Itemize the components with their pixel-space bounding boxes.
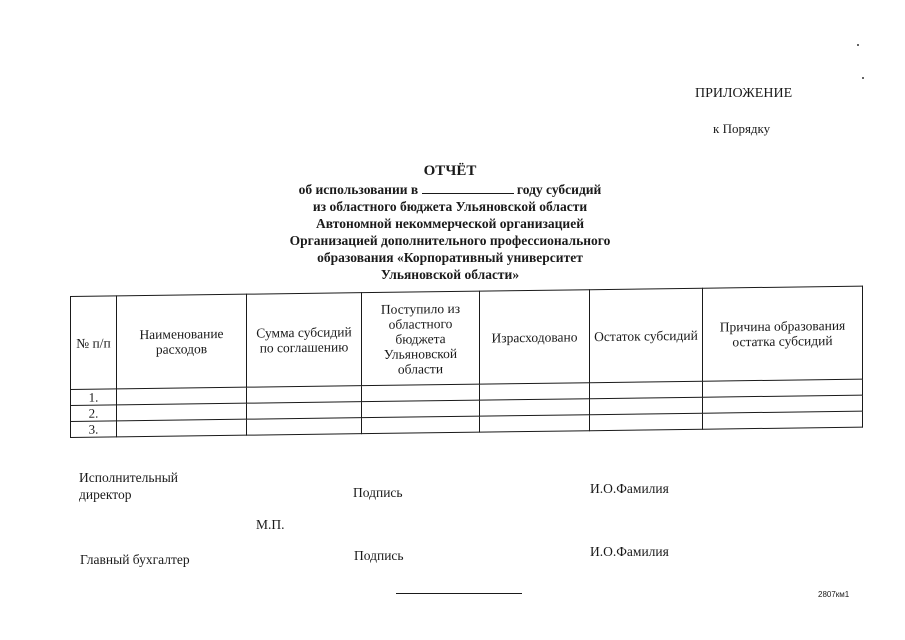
accountant-name-label: И.О.Фамилия [590,544,669,559]
table-cell [590,381,703,398]
appendix-label: ПРИЛОЖЕНИЕ [695,86,793,101]
director-name-label: И.О.Фамилия [590,481,669,496]
table-cell-number: 2. [71,405,117,422]
table-cell-number: 1. [71,389,117,406]
title-line-5: образования «Корпоративный университет [317,250,583,265]
title-line-3: Автономной некоммерческой организацией [316,216,584,231]
table-header-row [71,286,863,389]
table-cell [590,397,703,414]
column-header-received: Поступило из областного бюджета Ульяновской области [362,291,480,386]
table-cell-number: 3. [71,421,117,438]
accountant-signature-label: Подпись [354,548,404,563]
table-cell [117,403,247,421]
table-cell [117,387,247,405]
column-header-spent: Израсходовано [480,290,590,384]
table-cell [362,416,480,434]
title-line-1-before: об использовании в [298,182,419,197]
bottom-divider-line [396,593,522,594]
title-line-1 [230,181,670,198]
scan-speck [862,77,864,79]
table-cell [703,411,863,429]
table-cell [590,413,703,430]
column-header-remainder-reason: Причина образования остатка субсидий [703,286,863,381]
column-header-remainder: Остаток субсидий [590,288,703,382]
document-code: 2807км1 [818,590,850,599]
director-signature-label: Подпись [353,485,403,500]
table-cell [480,399,590,416]
accountant-title: Главный бухгалтер [80,552,190,567]
stamp-label: М.П. [256,517,285,532]
column-header-number: № п/п [71,296,117,390]
year-blank-field [422,182,514,194]
title-line-2: из областного бюджета Ульяновской области [312,199,588,214]
title-line-6: Ульяновской области» [380,267,520,282]
director-title: Исполнительный директор [79,470,179,502]
report-title-block [230,162,670,283]
table-cell [117,419,247,437]
column-header-expense-name: Наименование расходов [117,294,247,389]
report-table-wrapper [70,286,862,448]
table-cell [362,384,480,402]
report-table [70,286,863,438]
table-cell [247,386,362,404]
table-cell [362,400,480,418]
table-cell [480,383,590,400]
order-reference: к Порядку [713,121,771,136]
column-header-agreement-sum: Сумма субсидий по соглашению [247,293,362,388]
table-cell [247,402,362,420]
table-cell [480,415,590,432]
title-line-1-after: году субсидий [516,182,602,197]
report-title: ОТЧЁТ [423,163,477,179]
table-cell [247,418,362,436]
title-line-4: Организацией дополнительного профессионального [289,233,611,248]
scan-speck [857,44,859,46]
